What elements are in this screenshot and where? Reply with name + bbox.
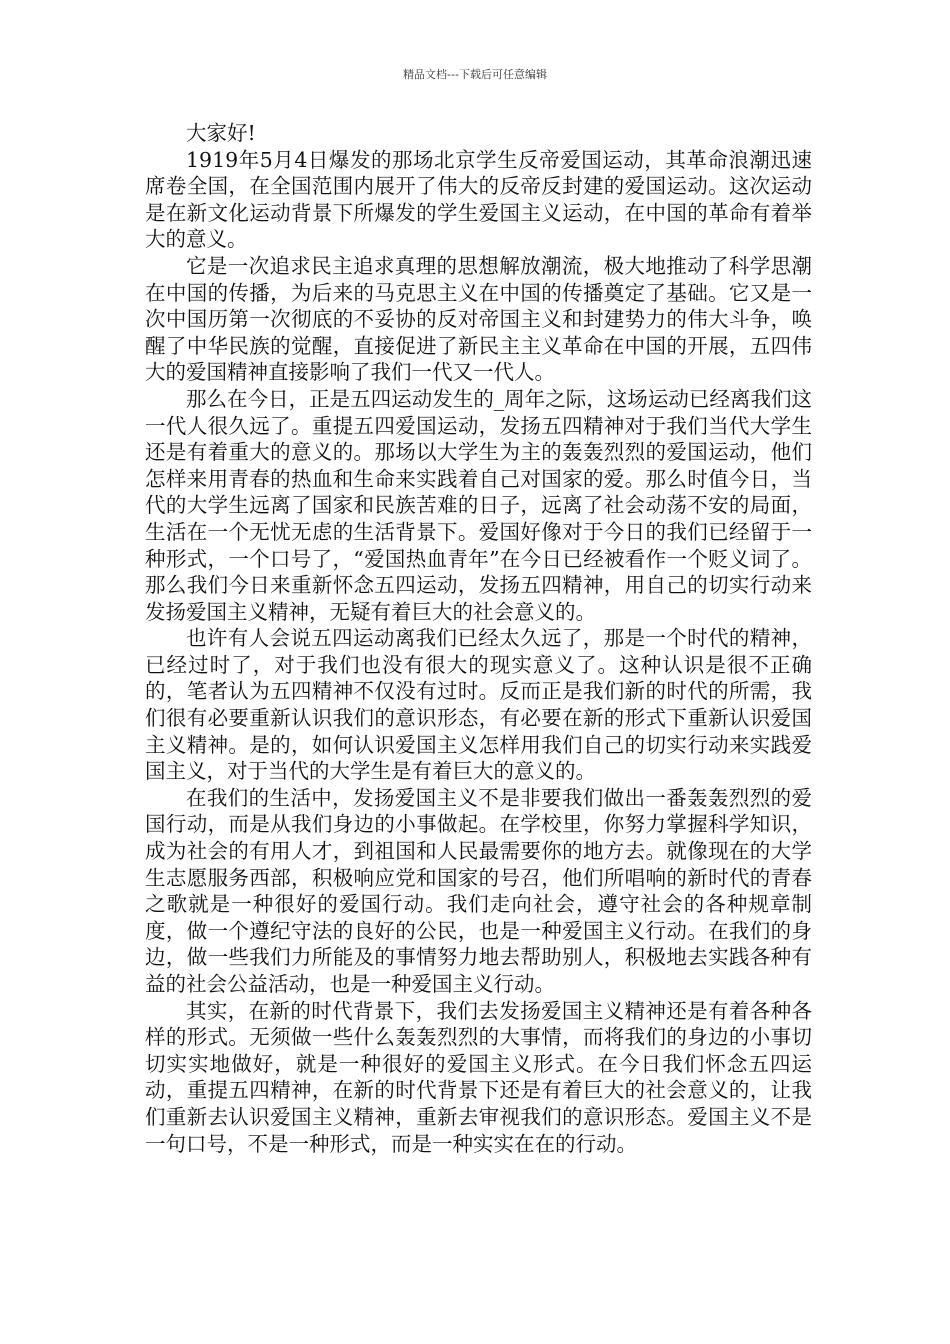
- paragraph-3: 那么在今日，正是五四运动发生的_周年之际，这场运动已经离我们这一代人很久远了。重提五四爱国运动，发扬五四精神对于我们当代大学生还是有着重大的意义的。那场以大学生为主的轰轰烈烈的爱国运动，他们怎样来用青春的热血和生命来实践着自己对国家的爱。那么时值今日，当代的大学生远离了国家和民族苦难的日子，远离了社会动荡不安的局面，生活在一个无忧无虑的生活背景下。爱国好像对于今日的我们已经留于一种形式，一个口号了，“爱国热血青年”在今日已经被看作一个贬义词了。那么我们今日来重新怀念五四运动，发扬五四精神，用自己的切实行动来发扬爱国主义精神，无疑有着巨大的社会意义的。: [145, 386, 812, 624]
- page-header: 精品文档---下载后可任意编辑: [403, 68, 547, 81]
- paragraph-6: 其实，在新的时代背景下，我们去发扬爱国主义精神还是有着各种各样的形式。无须做一些什么轰轰烈烈的大事情，而将我们的身边的小事切切实实地做好，就是一种很好的爱国主义形式。在今日我们怀念五四运动，重提五四精神，在新的时代背景下还是有着巨大的社会意义的，让我们重新去认识爱国主义精神，重新去审视我们的意识形态。爱国主义不是一句口号，不是一种形式，而是一种实实在在的行动。: [145, 998, 812, 1156]
- paragraph-2: 它是一次追求民主追求真理的思想解放潮流，极大地推动了科学思潮在中国的传播，为后来的马克思主义在中国的传播奠定了基础。它又是一次中国历第一次彻底的不妥协的反对帝国主义和封建势力的伟大斗争，唤醒了中华民族的觉醒，直接促进了新民主主义革命在中国的开展，五四伟大的爱国精神直接影响了我们一代又一代人。: [145, 253, 812, 385]
- paragraph-5: 在我们的生活中，发扬爱国主义不是非要我们做出一番轰轰烈烈的爱国行动，而是从我们身边的小事做起。在学校里，你努力掌握科学知识，成为社会的有用人才，到祖国和人民最需要你的地方去。就像现在的大学生志愿服务西部，积极响应党和国家的号召，他们所唱响的新时代的青春之歌就是一种很好的爱国行动。我们走向社会，遵守社会的各种规章制度，做一个遵纪守法的良好的公民，也是一种爱国主义行动。在我们的身边，做一些我们力所能及的事情努力地去帮助别人，积极地去实践各种有益的社会公益活动，也是一种爱国主义行动。: [145, 785, 812, 996]
- greeting: 大家好!: [186, 121, 256, 145]
- paragraph-4: 也许有人会说五四运动离我们已经太久远了，那是一个时代的精神，已经过时了，对于我们也没有很大的现实意义了。这种认识是很不正确的，笔者认为五四精神不仅没有过时。反而正是我们新的时代的所需，我们很有必要重新认识我们的意识形态，有必要在新的形式下重新认识爱国主义精神。是的，如何认识爱国主义怎样用我们自己的切实行动来实践爱国主义，对于当代的大学生是有着巨大的意义的。: [145, 626, 812, 784]
- paragraph-1: 1919年5月4日爆发的那场北京学生反帝爱国运动，其革命浪潮迅速席卷全国，在全国范围内展开了伟大的反帝反封建的爱国运动。这次运动是在新文化运动背景下所爆发的学生爱国主义运动，在中国的革命有着举大的意义。: [145, 147, 812, 252]
- document-body: [145, 120, 812, 1157]
